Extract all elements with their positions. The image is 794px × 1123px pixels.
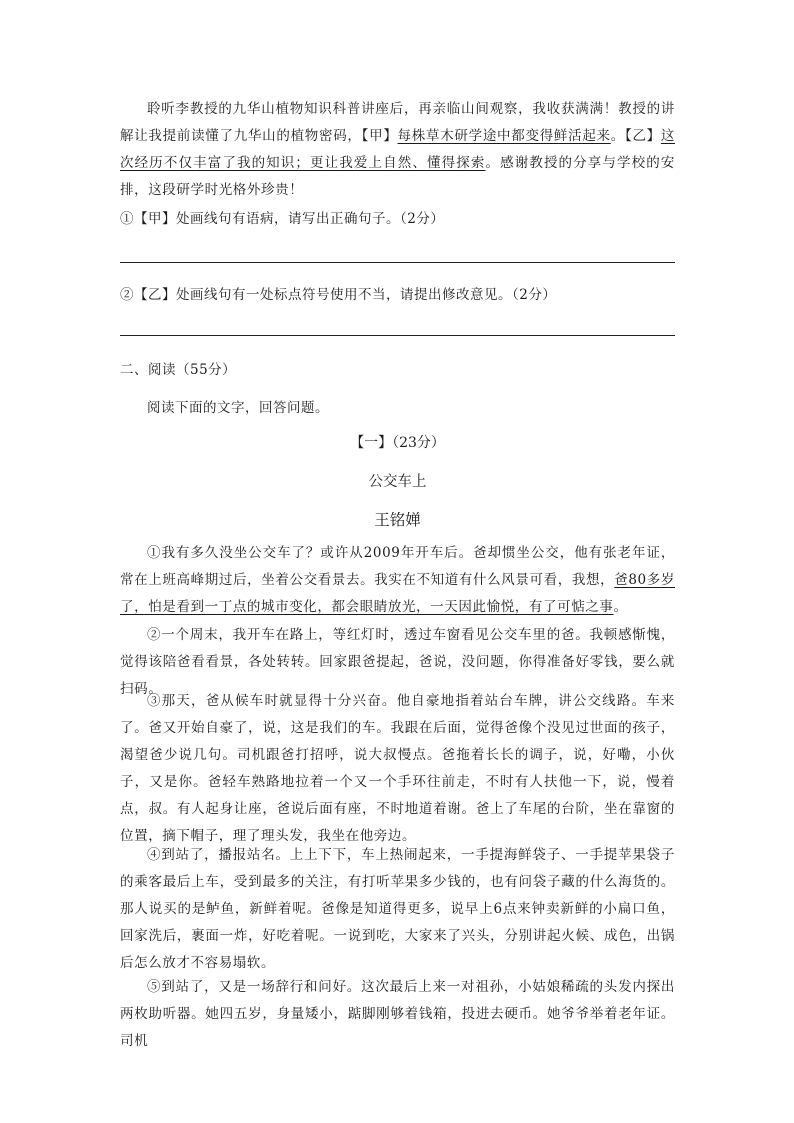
answer-line-1[interactable]	[120, 262, 675, 263]
article-paragraph-2: ②一个周末，我开车在路上，等红灯时，透过车窗看见公交车里的爸。我顿感惭愧，觉得该陪爸看看景，各处转转。回家跟爸提起，爸说，没问题，你得准备好零钱，要么就扫码。	[120, 627, 675, 697]
question-1: ①【甲】处画线句有语病，请写出正确句子。（2分）	[120, 211, 445, 227]
article-author: 王铭婵	[374, 511, 421, 529]
yi-underlined-sentence: 这次经历不仅丰富了我的知识；更让我爱上自然、懂得探索	[120, 128, 675, 171]
intro-text-1: 聆听李教授的九华山植物知识科普讲座后，再亲临山间观察，我收获满满！教授的讲解让我提前读懂了九华山的植物密码，	[120, 101, 675, 144]
p1-text: ①我有多久没坐公交车了？或许从2009年开车后。爸却惯坐公交，他有张老年证，常在上班高峰期过后，坐着公交看景去。我实在不知道有什么风景可看，我想，	[120, 545, 675, 588]
question-2: ②【乙】处画线句有一处标点符号使用不当，请提出修改意见。（2分）	[120, 287, 557, 303]
yi-tag: 【乙】	[624, 128, 661, 144]
article-paragraph-1	[120, 540, 675, 621]
intro-text-2: 。	[610, 128, 625, 144]
intro-paragraph	[120, 96, 675, 204]
p1-end: 。	[613, 599, 628, 615]
article-paragraph-3: ③那天，爸从候车时就显得十分兴奋。他自豪地指着站台车牌，讲公交线路。车来了。爸又开始自豪了，说，这是我们的车。我跟在后面，觉得爸像个没见过世面的孩子，渴望爸少说几句。司机跟爸打招呼，说大叔慢点。爸拖着长长的调子，说，好嘞，小伙子，又是你。爸轻车熟路地拉着一个又一个手环往前走，不时有人扶他一下，说，慢着点，叔。有人起身让座，爸说后面有座，不时地道着谢。爸上了车尾的台阶，坐在靠窗的位置，摘下帽子，理了理头发，我坐在他旁边。	[120, 693, 675, 844]
article-paragraph-4: ④到站了，播报站名。上上下下，车上热闹起来，一手提海鲜袋子、一手提苹果袋子的乘客最后上车，受到最多的关注，有打听苹果多少钱的，也有问袋子藏的什么海货的。那人说买的是鲈鱼，新鲜着呢。爸像是知道得更多，说早上6点来钟卖新鲜的小扁口鱼，回家洗后，裹面一炸，好吃着呢。一说到吃，大家来了兴头，分别讲起火候、成色，出锅后怎么放才不容易塌软。	[120, 847, 675, 971]
jia-underlined-sentence: 每株草木研学途中都变得鲜活起来	[397, 128, 611, 144]
part-title: 【一】（23分）	[350, 435, 445, 451]
jia-tag: 【甲】	[361, 128, 398, 144]
reading-instruction: 阅读下面的文字，回答问题。	[147, 400, 329, 416]
section-heading: 二、阅读（55分）	[120, 362, 237, 378]
intro-text-3: 。感谢教授的分享与学校的安排，这段研学时光格外珍贵！	[120, 155, 675, 198]
article-title: 公交车上	[368, 474, 427, 490]
p1-underlined-sentence: 爸80多岁了，怕是看到一丁点的城市变化，都会眼睛放光，一天因此愉悦，有了可惦之事	[120, 572, 675, 615]
article-paragraph-5: ⑤到站了，又是一场辞行和问好。这次最后上来一对祖孙，小姑娘稀疏的头发内探出两枚助听器。她四五岁，身量矮小，踮脚刚够着钱箱，投进去硬币。她爷爷举着老年证。司机	[120, 979, 675, 1049]
answer-line-2[interactable]	[120, 335, 675, 336]
